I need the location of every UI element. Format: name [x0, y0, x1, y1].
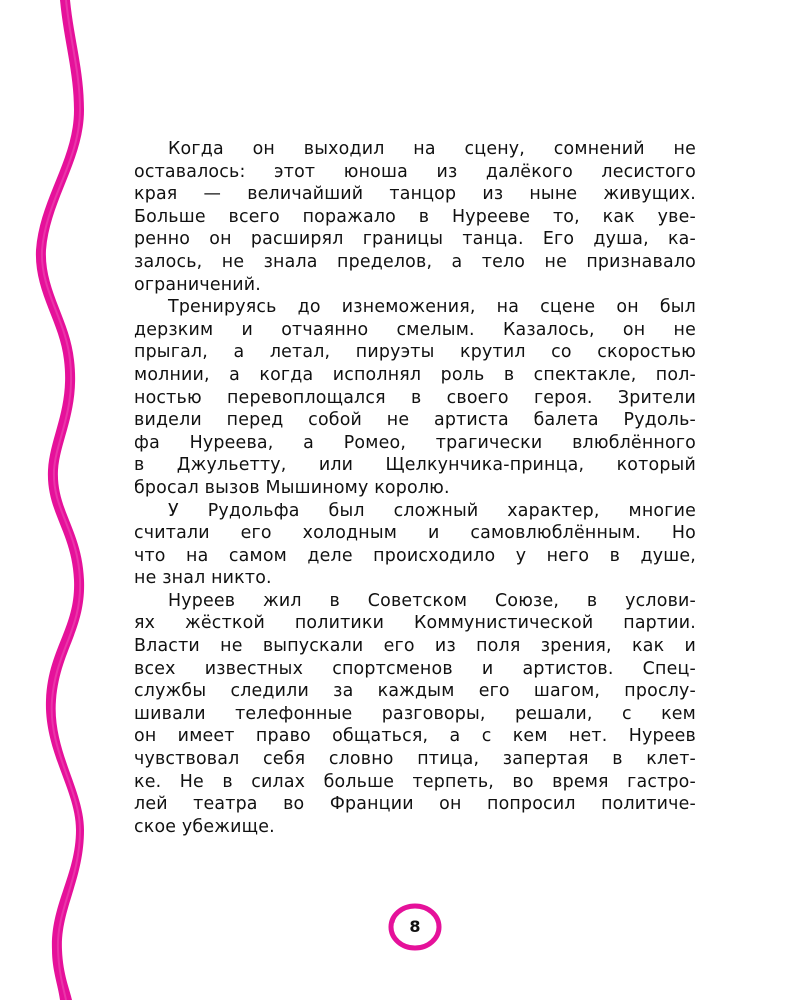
text-line: ское убежище.: [134, 816, 275, 837]
text-line: фа Нуреева, а Ромео, трагически влюблённого: [134, 432, 696, 453]
text-line: прыгал, а летал, пируэты крутил со скоростью: [134, 342, 696, 363]
text-line: залось, не знала пределов, а тело не признавало: [134, 251, 696, 272]
page-number: 8: [409, 917, 421, 936]
text-line: в Джульетту, или Щелкунчика-принца, который: [134, 455, 696, 476]
text-line: дерзким и отчаянно смелым. Казалось, он не: [134, 319, 696, 340]
text-line: Власти не выпускали его из поля зрения, как и: [134, 636, 696, 657]
text-line: молнии, а когда исполнял роль в спектакле, пол-: [134, 364, 696, 385]
paragraph: [134, 500, 696, 590]
pink-ribbon-decoration: [0, 0, 150, 1000]
text-line: лей театра во Франции он попросил политиче-: [134, 794, 696, 815]
text-line: У Рудольфа был сложный характер, многие: [168, 500, 696, 521]
text-line: бросал вызов Мышиному королю.: [134, 477, 450, 498]
main-text: [134, 138, 696, 838]
text-line: ях жёсткой политики Коммунистической партии.: [134, 613, 696, 634]
paragraph: [134, 590, 696, 839]
text-line: Тренируясь до изнеможения, на сцене он был: [168, 297, 696, 318]
text-line: что на самом деле происходило у него в душе,: [134, 545, 696, 566]
paragraph: [134, 138, 696, 296]
text-line: ограничений.: [134, 274, 262, 295]
text-line: не знал никто.: [134, 568, 272, 589]
text-line: считали его холодным и самовлюблённым. Но: [134, 523, 696, 544]
text-line: он имеет право общаться, а с кем нет. Нуреев: [134, 726, 696, 747]
ribbon-shape: [36, 0, 84, 1000]
page-number-badge: [384, 900, 446, 954]
text-line: Больше всего поражало в Нурееве то, как уве-: [134, 206, 696, 227]
text-line: Когда он выходил на сцену, сомнений не: [168, 139, 696, 159]
text-line: ке. Не в силах больше терпеть, во время гастро-: [134, 771, 696, 792]
text-line: шивали телефонные разговоры, решали, с кем: [134, 703, 696, 724]
text-line: Нуреев жил в Советском Союзе, в услови-: [168, 590, 696, 611]
paragraph: [134, 296, 696, 499]
text-line: службы следили за каждым его шагом, прослу-: [134, 681, 696, 702]
text-line: видели перед собой не артиста балета Рудоль-: [134, 410, 696, 431]
text-line: оставалось: этот юноша из далёкого лесистого: [134, 161, 696, 182]
text-line: ностью перевоплощался в своего героя. Зрители: [134, 387, 696, 408]
text-line: ренно он расширял границы танца. Его душа, ка-: [134, 229, 696, 250]
text-line: чувствовал себя словно птица, запертая в клет-: [134, 749, 696, 770]
text-line: всех известных спортсменов и артистов. Спец-: [134, 658, 696, 679]
text-line: края — величайший танцор из ныне живущих.: [134, 184, 696, 205]
